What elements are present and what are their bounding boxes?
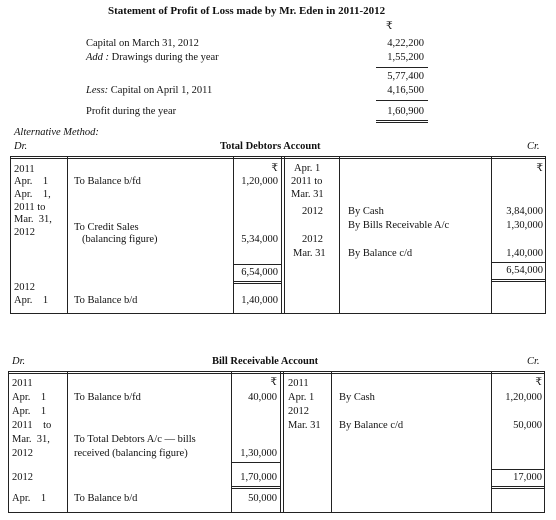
bills-currency: ₹ [270,377,277,388]
debtors-total-rule [234,283,281,284]
bills-total-rule [232,486,280,487]
bills-date: 2012 [12,472,33,483]
bills-date: 2012 [12,448,33,459]
bills-particular: By Cash [339,392,375,403]
bills-amount: 1,30,000 [240,448,277,459]
debtors-particular: To Credit Sales [74,222,139,233]
statement-title: Statement of Profit of Loss made by Mr. Eden in 2011-2012 [108,5,386,17]
debtors-col-rule [281,156,282,314]
debtors-currency: ₹ [536,163,543,174]
statement-row-label: Profit during the year [86,106,177,117]
debtors-currency: ₹ [271,163,278,174]
bills-total-rule [492,469,545,470]
bills-col-rule [280,371,281,513]
bills-particular: By Balance c/d [339,420,404,431]
bills-amount: 50,000 [248,493,277,504]
statement-row-label: Capital on March 31, 2012 [86,38,199,49]
debtors-particular: By Cash [348,206,384,217]
debtors-total-rule [492,279,546,280]
bills-particular: To Balance b/d [74,493,138,504]
bills-currency: ₹ [535,377,542,388]
debtors-top-rule [10,156,546,157]
statement-row-amount: 1,60,900 [387,106,424,117]
debtors-total-rule [234,281,281,282]
statement-row-label: Less: Capital on April 1, 2011 [86,85,213,96]
debtors-date: Apr. 1 [294,163,321,174]
bills-total-rule [232,488,280,489]
bills-date: Apr. 1 [288,392,315,403]
debtors-date: Mar. 31 [293,248,326,259]
debtors-col-rule [545,156,546,314]
bills-col-rule [8,371,9,513]
debtors-cr-label: Cr. [527,141,540,152]
bills-total-rule [492,488,545,489]
debtors-top-rule [10,158,546,159]
debtors-amount: 1,20,000 [241,176,278,187]
debtors-amount-total: 6,54,000 [506,265,543,276]
bills-top-rule [8,371,545,372]
debtors-col-rule [10,156,11,314]
debtors-date: Apr. 1 [14,176,49,187]
bills-title: Bill Receivable Account [212,356,319,367]
debtors-particular: By Balance c/d [348,248,413,259]
bills-date: Apr. 1 [12,406,47,417]
debtors-amount: 1,40,000 [506,248,543,259]
bills-total-rule [232,462,280,463]
bills-col-rule [544,371,545,513]
debtors-date: 2012 [302,206,323,217]
bills-date: Apr. 1 [12,493,47,504]
debtors-title: Total Debtors Account [220,141,321,152]
debtors-particular: To Balance b/d [74,295,138,306]
debtors-total-rule [492,281,546,282]
bills-amount-total: 1,70,000 [240,472,277,483]
debtors-date: Mar. 31, [14,214,52,225]
debtors-bottom-rule [10,313,546,314]
debtors-date: Mar. 31 [291,189,324,200]
debtors-particular: By Bills Receivable A/c [348,220,450,231]
bills-particular: received (balancing figure) [74,448,188,459]
debtors-amount: 1,30,000 [506,220,543,231]
bills-amount: 50,000 [513,420,542,431]
statement-row-amount: 4,22,200 [387,38,424,49]
debtors-date: 2012 [14,282,35,293]
bills-date: 2011 to [12,420,52,431]
statement-currency: ₹ [386,21,393,32]
bills-bottom-rule [8,512,545,513]
debtors-col-rule [284,156,285,314]
debtors-amount: 1,40,000 [241,295,278,306]
bills-date: Mar. 31, [12,434,50,445]
debtors-total-rule [234,264,281,265]
bills-particular: To Total Debtors A/c — bills [74,434,196,445]
statement-row-amount: 4,16,500 [387,85,424,96]
debtors-col-rule [491,156,492,314]
debtors-total-rule [492,262,546,263]
bills-date: 2011 [12,378,33,389]
bills-date: Mar. 31 [288,420,321,431]
debtors-date: Apr. 1, [14,189,51,200]
debtors-date: 2011 [14,164,35,175]
bills-amount: 40,000 [248,392,277,403]
statement-rule [376,120,428,121]
bills-col-rule [331,371,332,513]
alternative-method-label: Alternative Method: [14,127,99,138]
debtors-date: 2011 to [14,202,46,213]
debtors-date: 2012 [14,227,35,238]
bills-dr-label: Dr. [12,356,26,367]
debtors-particular: (balancing figure) [82,234,158,245]
statement-row-amount: 1,55,200 [387,52,424,63]
bills-col-rule [283,371,284,513]
debtors-dr-label: Dr. [14,141,28,152]
debtors-amount: 3,84,000 [506,206,543,217]
statement-row-label: Add : Drawings during the year [86,52,219,63]
bills-top-rule [8,373,545,374]
bills-date: Apr. 1 [12,392,47,403]
bills-date: 2012 [288,406,309,417]
bills-date: 2011 [288,378,309,389]
debtors-col-rule [67,156,68,314]
statement-row-amount: 5,77,400 [387,71,424,82]
bills-total-rule [492,486,545,487]
debtors-col-rule [339,156,340,314]
bills-amount-total: 17,000 [513,472,542,483]
debtors-date: Apr. 1 [14,295,49,306]
bills-col-rule [67,371,68,513]
bills-particular: To Balance b/fd [74,392,141,403]
debtors-date: 2012 [302,234,323,245]
bills-amount: 1,20,000 [505,392,542,403]
debtors-particular: To Balance b/fd [74,176,141,187]
statement-rule [376,67,428,68]
bills-cr-label: Cr. [527,356,540,367]
debtors-amount-total: 6,54,000 [241,267,278,278]
debtors-amount: 5,34,000 [241,234,278,245]
statement-rule [376,122,428,123]
statement-rule [376,100,428,101]
debtors-date: 2011 to [291,176,323,187]
